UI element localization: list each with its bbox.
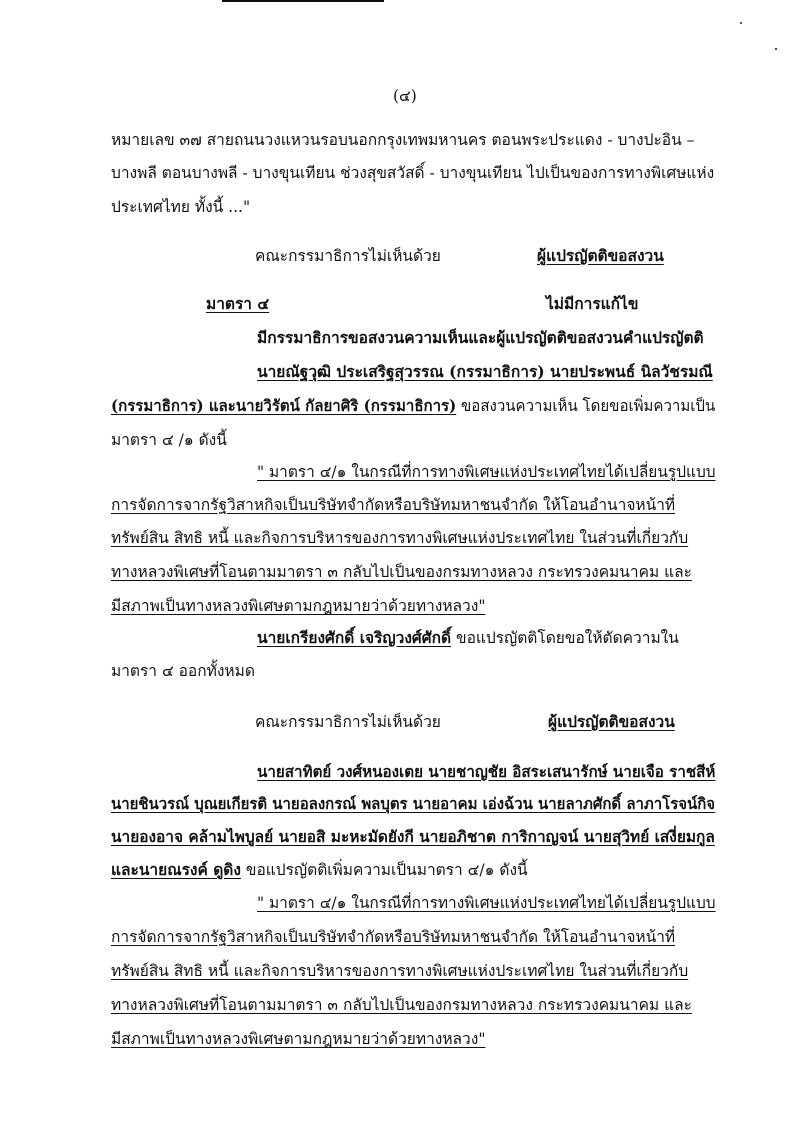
committee-disagree: คณะกรรมาธิการไม่เห็นด้วย: [255, 713, 441, 731]
reservation-heading: มีกรรมาธิการขอสงวนความเห็นและผู้แปรญัตติขอสงวนคำแปรญัตติ: [257, 328, 704, 347]
member-names: นายองอาจ คล้ามไพบูลย์ นายอสิ มะหะมัดยังกี นายอภิชาต การิกาญจน์ นายสุวิทย์ เสงี่ยมกูล: [111, 827, 715, 846]
member-request: ขอแปรญัตติเพิ่มความเป็นมาตรา ๔/๑ ดังนี้: [240, 861, 528, 879]
paragraph-line: ประเทศไทย ทั้งนี้ ...": [111, 198, 251, 216]
page-number: (๔): [393, 87, 417, 105]
quote-line: มีสภาพเป็นทางหลวงพิเศษตามกฎหมายว่าด้วยทางหลวง": [111, 1030, 486, 1048]
commissioner-line: [111, 396, 715, 416]
reserver-label: ผู้แปรญัตติขอสงวน: [548, 712, 675, 731]
scan-speck: [740, 22, 742, 24]
member-names: นายชินวรณ์ บุณยเกียรติ นายอลงกรณ์ พลบุตร นายอาคม เอ่งฉ้วน นายลาภศักดิ์ ลาภาโรจน์กิจ: [111, 794, 716, 813]
section-heading: มาตรา ๔: [206, 294, 270, 313]
quote-line: ทรัพย์สิน สิทธิ หนี้ และกิจการบริหารของการทางพิเศษแห่งประเทศไทย ในส่วนที่เกี่ยวกับ: [111, 529, 689, 547]
quote-line: การจัดการจากรัฐวิสาหกิจเป็นบริษัทจำกัดหรือบริษัทมหาชนจำกัด ให้โอนอำนาจหน้าที่: [111, 496, 676, 514]
scan-speck: [775, 48, 777, 50]
commissioner-names: (กรรมาธิการ) และนายวิรัตน์ กัลยาศิริ (กรรมาธิการ): [111, 396, 457, 415]
top-rule: [222, 0, 384, 2]
section-ref: มาตรา ๔ /๑ ดังนี้: [111, 431, 227, 449]
member-request: ขอแปรญัตติโดยขอให้ตัดความใน: [451, 629, 679, 647]
member-line: [257, 628, 679, 648]
quote-line: การจัดการจากรัฐวิสาหกิจเป็นบริษัทจำกัดหรือบริษัทมหาชนจำกัด ให้โอนอำนาจหน้าที่: [111, 928, 676, 946]
quote-line: ทางหลวงพิเศษที่โอนตามมาตรา ๓ กลับไปเป็นของกรมทางหลวง กระทรวงคมนาคม และ: [111, 563, 692, 581]
quote-line: ทางหลวงพิเศษที่โอนตามมาตรา ๓ กลับไปเป็นของกรมทางหลวง กระทรวงคมนาคม และ: [111, 996, 692, 1014]
member-names: และนายณรงค์ ดูดิง: [111, 860, 241, 879]
committee-disagree: คณะกรรมาธิการไม่เห็นด้วย: [255, 247, 441, 265]
reserver-label: ผู้แปรญัตติขอสงวน: [537, 246, 664, 265]
member-names: นายสาทิตย์ วงศ์หนองเตย นายชาญชัย อิสระเสนารักษ์ นายเจือ ราชสีห์: [257, 762, 716, 781]
paragraph-line: บางพลี ตอนบางพลี - บางขุนเทียน ช่วงสุขสวัสดิ์ - บางขุนเทียน ไปเป็นของการทางพิเศษแห่ง: [111, 164, 715, 182]
quote-line: " มาตรา ๔/๑ ในกรณีที่การทางพิเศษแห่งประเทศไทยได้เปลี่ยนรูปแบบ: [257, 463, 716, 481]
paragraph-line: หมายเลข ๓๗ สายถนนวงแหวนรอบนอกกรุงเทพมหานคร ตอนพระประแดง - บางปะอิน –: [111, 131, 695, 149]
commissioner-request: ขอสงวนความเห็น โดยขอเพิ่มความเป็น: [456, 397, 716, 415]
commissioner-names: นายณัฐวุฒิ ประเสริฐสุวรรณ (กรรมาธิการ) นายประพนธ์ นิลวัชรมณี: [257, 362, 713, 381]
quote-line: " มาตรา ๔/๑ ในกรณีที่การทางพิเศษแห่งประเทศไทยได้เปลี่ยนรูปแบบ: [257, 894, 716, 912]
member-request-line: มาตรา ๔ ออกทั้งหมด: [111, 662, 255, 680]
no-change-label: ไม่มีการแก้ไข: [546, 294, 639, 313]
quote-line: มีสภาพเป็นทางหลวงพิเศษตามกฎหมายว่าด้วยทางหลวง": [111, 597, 486, 615]
member-name: นายเกรียงศักดิ์ เจริญวงศ์ศักดิ์: [257, 628, 452, 647]
member-line: [111, 860, 528, 880]
quote-line: ทรัพย์สิน สิทธิ หนี้ และกิจการบริหารของการทางพิเศษแห่งประเทศไทย ในส่วนที่เกี่ยวกับ: [111, 962, 689, 980]
